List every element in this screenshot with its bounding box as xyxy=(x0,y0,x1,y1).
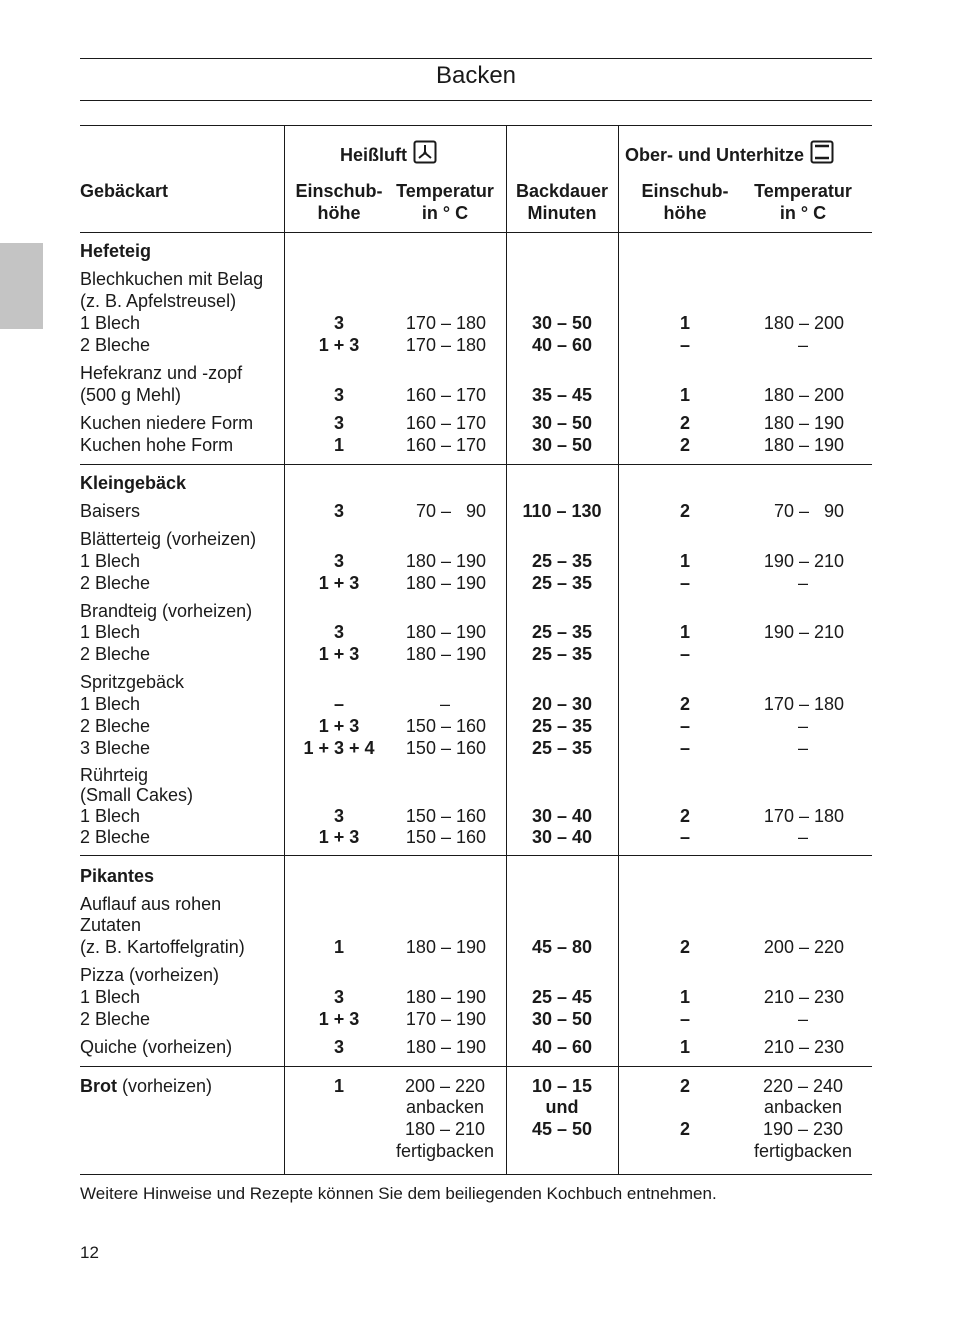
cell-einschub-ou: 1 xyxy=(679,385,690,405)
cell-temperatur: 160 – 170 xyxy=(405,413,486,433)
cell-einschub-ou: 2 xyxy=(679,937,690,957)
cell-temperatur: – xyxy=(439,694,450,714)
cell-temperatur-ou-note: fertigbacken xyxy=(753,1141,853,1161)
cell-einschub: 1 + 3 xyxy=(318,573,360,593)
cell-einschub-ou: – xyxy=(679,1009,690,1029)
cell-einschub-ou: 1 xyxy=(679,1037,690,1057)
item-label: Spritzgebäck xyxy=(80,672,185,692)
cell-backdauer: 30 – 50 xyxy=(531,1009,593,1029)
page-number: 12 xyxy=(80,1243,99,1262)
cell-backdauer: 30 – 40 xyxy=(531,827,593,847)
item-label: Hefekranz und -zopf xyxy=(80,363,243,383)
item-label: Zutaten xyxy=(80,915,142,935)
cell-temperatur-ou: 70 – 90 xyxy=(773,501,844,521)
page-title: Backen xyxy=(435,62,517,89)
fan-icon xyxy=(413,140,437,164)
item-label: 2 Bleche xyxy=(80,335,151,355)
cell-einschub-ou: – xyxy=(679,827,690,847)
item-label: Auflauf aus rohen xyxy=(80,894,222,914)
cell-temperatur: 180 – 190 xyxy=(405,644,486,664)
cell-einschub: 1 xyxy=(333,937,344,957)
item-label: Kuchen hohe Form xyxy=(80,435,234,455)
section-heading: Kleingebäck xyxy=(80,473,187,493)
cell-backdauer: 40 – 60 xyxy=(531,335,593,355)
column-header-einschub-ou: Einschub- höhe xyxy=(641,181,729,223)
cell-temperatur-ou: – xyxy=(797,716,808,736)
item-label: 1 Blech xyxy=(80,622,141,642)
cell-temperatur-ou: 190 – 210 xyxy=(763,551,844,571)
cell-einschub: – xyxy=(333,694,344,714)
cell-temperatur-ou: – xyxy=(797,738,808,758)
item-label: Kuchen niedere Form xyxy=(80,413,254,433)
cell-temperatur: 70 – 90 xyxy=(415,501,486,521)
section-heading: Pikantes xyxy=(80,866,155,886)
top-bottom-heat-icon xyxy=(810,140,834,164)
cell-einschub-ou: 1 xyxy=(679,551,690,571)
item-label: Baisers xyxy=(80,501,141,521)
item-label: 3 Bleche xyxy=(80,738,151,758)
section-rule xyxy=(80,464,872,465)
cell-temperatur: 150 – 160 xyxy=(405,827,486,847)
section-heading-brot: Brot (vorheizen) xyxy=(80,1076,213,1096)
cell-einschub: 3 xyxy=(333,987,344,1007)
cell-backdauer: 30 – 50 xyxy=(531,413,593,433)
cell-backdauer: 10 – 15 xyxy=(531,1076,593,1096)
item-label: Quiche (vorheizen) xyxy=(80,1037,233,1057)
cell-temperatur-ou: – xyxy=(797,573,808,593)
column-header-backdauer: Backdauer Minuten xyxy=(515,181,609,223)
cell-temperatur-ou: 180 – 190 xyxy=(763,413,844,433)
cell-einschub-ou: – xyxy=(679,573,690,593)
cell-backdauer: 35 – 45 xyxy=(531,385,593,405)
cell-einschub-ou: 1 xyxy=(679,987,690,1007)
column-divider xyxy=(284,125,285,1174)
item-label: 2 Bleche xyxy=(80,573,151,593)
item-label: 2 Bleche xyxy=(80,644,151,664)
cell-backdauer: 25 – 35 xyxy=(531,551,593,571)
cell-backdauer: 20 – 30 xyxy=(531,694,593,714)
cell-einschub-ou: – xyxy=(679,716,690,736)
cell-temperatur-ou: 170 – 180 xyxy=(763,806,844,826)
item-label: (500 g Mehl) xyxy=(80,385,182,405)
cell-einschub-ou: 1 xyxy=(679,622,690,642)
section-tab-marker xyxy=(0,243,43,329)
item-label: 1 Blech xyxy=(80,313,141,333)
cell-einschub: 1 + 3 xyxy=(318,335,360,355)
cell-temperatur-note: anbacken xyxy=(405,1097,485,1117)
cell-einschub-ou: 2 xyxy=(679,1119,690,1139)
title-rule-bottom xyxy=(80,100,872,101)
cell-temperatur: 160 – 170 xyxy=(405,385,486,405)
cell-einschub-ou: 2 xyxy=(679,1076,690,1096)
cell-einschub: 3 xyxy=(333,622,344,642)
table-rule-bottom xyxy=(80,1174,872,1175)
cell-temperatur-ou: 180 – 200 xyxy=(763,313,844,333)
cell-backdauer: 30 – 50 xyxy=(531,313,593,333)
cell-backdauer: 25 – 35 xyxy=(531,716,593,736)
cell-temperatur-ou: – xyxy=(797,1009,808,1029)
cell-einschub: 1 + 3 + 4 xyxy=(303,738,375,758)
cell-temperatur-note: fertigbacken xyxy=(395,1141,495,1161)
cell-einschub: 1 xyxy=(333,435,344,455)
cell-backdauer: 25 – 35 xyxy=(531,738,593,758)
cell-einschub: 1 + 3 xyxy=(318,1009,360,1029)
cell-temperatur-ou: 200 – 220 xyxy=(763,937,844,957)
cell-temperatur-ou: 190 – 230 xyxy=(762,1119,844,1139)
column-divider xyxy=(618,125,619,1174)
cell-temperatur: 180 – 190 xyxy=(405,937,486,957)
column-header-temperatur-ou: Temperatur in ° C xyxy=(754,181,852,223)
section-rule xyxy=(80,855,872,856)
item-label: Blechkuchen mit Belag xyxy=(80,269,264,289)
cell-backdauer: 25 – 35 xyxy=(531,573,593,593)
column-header-einschub: Einschub- höhe xyxy=(295,181,383,223)
cell-temperatur-ou: 180 – 200 xyxy=(763,385,844,405)
column-header-temperatur: Temperatur in ° C xyxy=(396,181,494,223)
cell-temperatur: 150 – 160 xyxy=(405,738,486,758)
cell-einschub-ou: – xyxy=(679,335,690,355)
group-heading-ober-unterhitze: Ober- und Unterhitze xyxy=(625,140,834,166)
item-label: Blätterteig (vorheizen) xyxy=(80,529,257,549)
cell-einschub: 1 + 3 xyxy=(318,644,360,664)
cell-einschub-ou: 2 xyxy=(679,694,690,714)
item-label: (z. B. Apfelstreusel) xyxy=(80,291,237,311)
cell-backdauer: 25 – 35 xyxy=(531,644,593,664)
cell-backdauer: 40 – 60 xyxy=(531,1037,593,1057)
cell-einschub-ou: 2 xyxy=(679,501,690,521)
cell-backdauer: 25 – 35 xyxy=(531,622,593,642)
cell-backdauer: 45 – 80 xyxy=(531,937,593,957)
item-label: 2 Bleche xyxy=(80,1009,151,1029)
item-label: 1 Blech xyxy=(80,987,141,1007)
item-label: 1 Blech xyxy=(80,694,141,714)
cell-einschub: 1 + 3 xyxy=(318,716,360,736)
cell-einschub-ou: 1 xyxy=(679,313,690,333)
item-label: Brandteig (vorheizen) xyxy=(80,601,253,621)
cell-backdauer: 30 – 50 xyxy=(531,435,593,455)
cell-einschub: 3 xyxy=(333,1037,344,1057)
cell-temperatur: 200 – 220 xyxy=(404,1076,486,1096)
item-label: 1 Blech xyxy=(80,806,141,826)
item-label: Rührteig xyxy=(80,765,149,785)
cell-einschub: 1 + 3 xyxy=(318,827,360,847)
cell-einschub: 3 xyxy=(333,385,344,405)
cell-backdauer: 110 – 130 xyxy=(522,501,602,521)
item-label: 1 Blech xyxy=(80,551,141,571)
table-rule-top xyxy=(80,125,872,126)
cell-backdauer: 45 – 50 xyxy=(531,1119,593,1139)
column-divider xyxy=(506,125,507,1174)
cell-backdauer-note: und xyxy=(545,1097,579,1117)
cell-temperatur-ou: 190 – 210 xyxy=(763,622,844,642)
cell-einschub: 3 xyxy=(333,551,344,571)
item-label: (Small Cakes) xyxy=(80,785,194,805)
section-heading: Hefeteig xyxy=(80,241,152,261)
cell-einschub-ou: – xyxy=(679,738,690,758)
column-header-gebaeckart: Gebäckart xyxy=(80,181,169,201)
cell-einschub-ou: 2 xyxy=(679,806,690,826)
cell-backdauer: 25 – 45 xyxy=(531,987,593,1007)
cell-temperatur: 180 – 190 xyxy=(405,987,486,1007)
cell-einschub: 3 xyxy=(333,501,344,521)
item-label: (z. B. Kartoffelgratin) xyxy=(80,937,245,957)
cell-temperatur: 180 – 190 xyxy=(405,551,486,571)
cell-temperatur: 170 – 180 xyxy=(405,313,486,333)
header-rule xyxy=(80,232,872,233)
cell-temperatur-ou: – xyxy=(797,335,808,355)
cell-temperatur: 150 – 160 xyxy=(405,716,486,736)
cell-temperatur-ou-note: anbacken xyxy=(763,1097,843,1117)
item-label: Pizza (vorheizen) xyxy=(80,965,220,985)
title-rule-top xyxy=(80,58,872,59)
cell-temperatur: 150 – 160 xyxy=(405,806,486,826)
item-label: 2 Bleche xyxy=(80,827,151,847)
cell-temperatur: 170 – 190 xyxy=(405,1009,486,1029)
cell-einschub-ou: 2 xyxy=(679,435,690,455)
cell-einschub: 1 xyxy=(333,1076,344,1096)
cell-temperatur: 160 – 170 xyxy=(405,435,486,455)
cell-temperatur-ou: 210 – 230 xyxy=(763,987,844,1007)
group-heading-heissluft: Heißluft xyxy=(340,140,437,166)
section-rule xyxy=(80,1066,872,1067)
cell-temperatur-ou: 210 – 230 xyxy=(763,1037,844,1057)
cell-backdauer: 30 – 40 xyxy=(531,806,593,826)
cell-temperatur: 180 – 190 xyxy=(405,622,486,642)
cell-einschub: 3 xyxy=(333,413,344,433)
cell-temperatur-ou: 220 – 240 xyxy=(762,1076,844,1096)
cell-einschub: 3 xyxy=(333,806,344,826)
cell-temperatur-ou: 170 – 180 xyxy=(763,694,844,714)
cell-einschub-ou: 2 xyxy=(679,413,690,433)
cell-einschub: 3 xyxy=(333,313,344,333)
item-label: 2 Bleche xyxy=(80,716,151,736)
cell-temperatur: 180 – 190 xyxy=(405,573,486,593)
footnote: Weitere Hinweise und Rezepte können Sie dem beiliegenden Kochbuch entnehmen. xyxy=(80,1184,717,1203)
cell-temperatur: 180 – 210 xyxy=(404,1119,486,1139)
cell-temperatur-ou: 180 – 190 xyxy=(763,435,844,455)
cell-temperatur: 170 – 180 xyxy=(405,335,486,355)
cell-temperatur-ou: – xyxy=(797,827,808,847)
cell-temperatur: 180 – 190 xyxy=(405,1037,486,1057)
cell-einschub-ou: – xyxy=(679,644,690,664)
